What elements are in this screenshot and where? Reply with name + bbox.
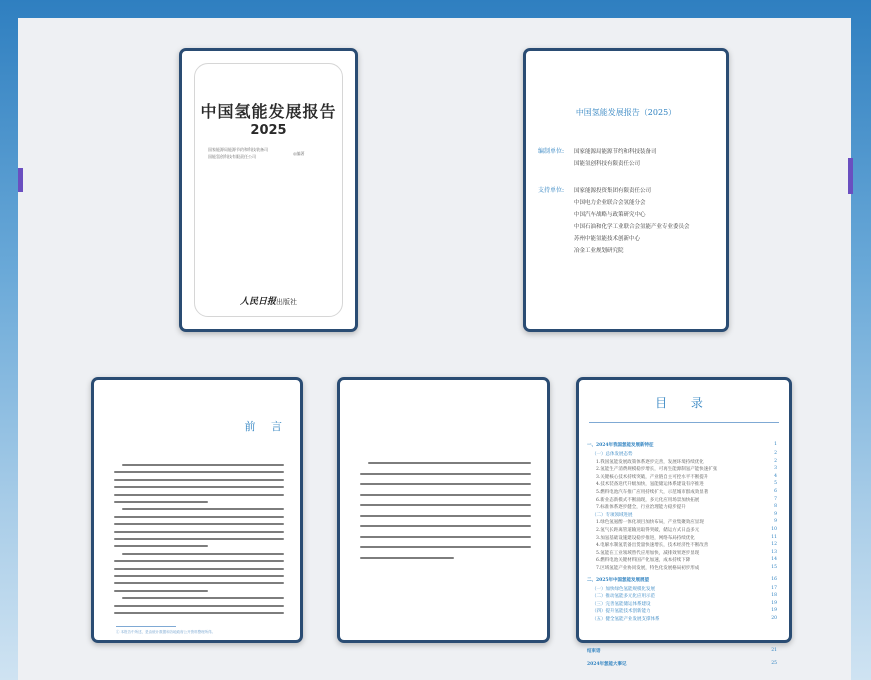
supporter-item: 中国石油和化学工业联合会氢能产业专业委员会 [574, 224, 690, 230]
toc-entry [579, 661, 789, 668]
toc-entry-title: 2.氢能生产消费规模稳步增长，可再生能源制氢产能快速扩张 [596, 467, 718, 473]
toc-entry-page: 20 [771, 616, 777, 621]
toc-entry-page: 12 [771, 542, 777, 548]
page-thumbnail-credits[interactable] [523, 48, 729, 332]
body-text-line [360, 515, 531, 517]
body-text-line [114, 501, 208, 503]
body-text-line [360, 504, 531, 506]
toc-entry [579, 474, 789, 481]
supporter-item: 国家能源投资集团有限责任公司 [574, 188, 652, 194]
page-thumbnail-preface[interactable] [91, 377, 303, 643]
toc-entry-title: （二）推动氢能多元化应用示范 [592, 594, 655, 600]
left-edge-tab[interactable] [18, 168, 23, 192]
toc-entry-page: 10 [771, 527, 777, 532]
toc-entry-page: 21 [771, 647, 777, 653]
toc-entry-page: 2 [774, 458, 777, 464]
footnote-rule [116, 626, 176, 627]
toc-entry-title: 一、2024年我国氢能发展新特征 [587, 443, 654, 448]
toc-entry-page: 19 [771, 600, 777, 606]
body-text-line [114, 531, 284, 533]
toc-entry [579, 527, 789, 534]
body-text-line [360, 483, 531, 485]
body-text-line [122, 464, 284, 466]
toc-entry [579, 557, 789, 564]
toc-entry-title: 1.绿色氢氨醇一体化项目加快布局，产业集聚效应显现 [596, 520, 704, 526]
page-thumbnail-body[interactable] [337, 377, 550, 643]
body-text-line [114, 560, 284, 562]
toc-entry-title: 2.氢气长距离管道输送取得突破，储运方式日益多元 [596, 528, 700, 533]
toc-entry-page: 4 [774, 473, 777, 479]
toc-entry-title: （二）专项领域进展 [592, 512, 633, 518]
toc-entry-page: 8 [774, 504, 777, 510]
publisher-logo [182, 294, 355, 307]
toc-entry-title: 二、2025年中国氢能发展展望 [587, 577, 650, 583]
toc-entry-page: 7 [774, 496, 777, 502]
toc-entry [579, 497, 789, 504]
toc-entry [579, 550, 789, 557]
body-text-line [114, 538, 284, 540]
toc-rule [589, 422, 779, 423]
toc-entry [579, 481, 789, 488]
toc-entry-page: 9 [774, 519, 777, 525]
toc-entry-title: 1.我国氢能发展政策体系逐步完善，发展环境持续优化 [596, 459, 704, 465]
toc-entry-title: （一）加快绿色氢能规模化发展 [592, 586, 655, 592]
toc-entry-title: （三）完善氢能储运体系建设 [592, 601, 651, 607]
toc-entry-title: 2024年氢能大事记 [587, 661, 627, 667]
body-text-line [114, 575, 284, 577]
toc-entry [579, 608, 789, 615]
toc-entry-page: 1 [774, 442, 777, 447]
toc-entry-title: 3.加氢基础设施建设稳步推进，网络布局持续优化 [596, 535, 695, 541]
compiler-label: 编制单位: [538, 148, 565, 155]
supporter-item: 中国电力企业联合会氢能分会 [574, 200, 646, 206]
toc-entry-page: 2 [774, 451, 777, 456]
page-thumbnail-cover[interactable] [179, 48, 358, 332]
publisher-mark: 人民日报 [239, 297, 276, 307]
toc-entry [579, 542, 789, 549]
toc-entry [579, 648, 789, 655]
body-text-line [122, 597, 284, 599]
supporter-item: 冶金工业规划研究院 [574, 248, 624, 254]
credits-title: 中国氢能发展报告（2025） [575, 108, 677, 117]
toc-entry [579, 489, 789, 496]
cover-editor-tag: ◎编著 [293, 151, 305, 156]
right-edge-tab[interactable] [848, 158, 853, 194]
body-text-line [114, 605, 284, 607]
toc-entry-title: 4.电解水制氢装备出货量快速增长，技术经济性不断改善 [596, 543, 709, 549]
toc-entry-page: 11 [771, 534, 777, 540]
toc-entry [579, 577, 789, 584]
toc-entry-page: 6 [774, 489, 777, 494]
toc-entry-page: 25 [771, 660, 777, 666]
body-text-line [368, 462, 531, 464]
toc-entry-title: （四）提升氢能技术创新能力 [592, 609, 651, 615]
supporter-item: 苏州中能氢能技术创新中心 [574, 236, 641, 242]
body-text-line [360, 557, 454, 559]
toc-entry [579, 466, 789, 473]
toc-entry-title: 结束语 [587, 648, 601, 654]
body-text-line [114, 582, 284, 584]
support-label: 支持单位: [538, 187, 565, 194]
toc-entry-title: （一）总体发展态势 [592, 452, 633, 457]
toc-heading: 目 录 [655, 396, 713, 410]
toc-entry-page: 17 [771, 585, 777, 591]
body-text-line [114, 479, 284, 481]
body-text-line [360, 525, 531, 527]
toc-entry [579, 519, 789, 526]
toc-entry-title: 7.区域氢能产业协同发展，特色化发展格局初步形成 [596, 566, 700, 571]
toc-entry-page: 15 [771, 565, 777, 570]
toc-entry [579, 504, 789, 511]
cover-org-line-1: 国家能源局能源节约和科技装备司 [208, 147, 268, 152]
compiler-item: 国家能源局能源节约和科技装备司 [574, 149, 657, 155]
toc-entry [579, 512, 789, 519]
body-text-line [114, 590, 208, 592]
body-text-line [360, 546, 531, 548]
toc-entry-title: 3.关键核心技术持续突破，产业链自主可控水平不断提升 [596, 474, 709, 480]
toc-entry-title: 6.新业态新模式不断涌现，多元化应用场景加快拓展 [596, 497, 700, 503]
body-text-line [114, 516, 284, 518]
toc-entry-page: 19 [771, 608, 777, 614]
toc-entry-title: 6.燃料电池关键材料国产化加速，成本持续下降 [596, 558, 691, 564]
toc-entry [579, 565, 789, 572]
toc-entry-page: 9 [774, 511, 777, 517]
toc-entry-title: 4.技术装备迭代升级加快，氢能储运体系建设有序推进 [596, 482, 704, 488]
compiler-item: 国能氢创科技有限责任公司 [574, 161, 641, 167]
toc-entry-title: 5.燃料电池汽车推广应用持续扩大，示范城市群成效显著 [596, 490, 709, 495]
toc-entry [579, 593, 789, 600]
cover-org-line-2: 国能氢创科技有限责任公司 [208, 154, 256, 159]
toc-entry [579, 459, 789, 466]
toc-entry [579, 442, 789, 449]
toc-entry [579, 451, 789, 458]
preface-footnote: ① 本报告中所述，是由统计数据和各地政府公开资料整理所得。 [116, 630, 216, 634]
toc-entry [579, 601, 789, 608]
publisher-suffix: 出版社 [276, 298, 297, 306]
body-text-line [114, 612, 284, 614]
body-text-line [114, 545, 208, 547]
body-text-line [360, 494, 531, 496]
toc-entry-page: 14 [771, 557, 777, 563]
supporter-item: 中国汽车战略与政策研究中心 [574, 212, 646, 218]
page-thumbnail-toc[interactable] [576, 377, 792, 667]
toc-entry-page: 18 [771, 593, 777, 599]
toc-entry-page: 5 [774, 481, 777, 487]
body-text-line [114, 471, 284, 473]
body-text-line [122, 553, 284, 555]
toc-entry-title: （五）健全氢能产业发展支撑体系 [592, 617, 660, 622]
toc-entry [579, 616, 789, 623]
preface-heading: 前 言 [244, 420, 288, 433]
body-text-line [360, 536, 531, 538]
toc-entry [579, 535, 789, 542]
toc-entry-page: 3 [774, 466, 777, 472]
toc-entry [579, 586, 789, 593]
toc-entry-title: 5.氢能在工业领域替代应用加快，减排效果逐步显现 [596, 550, 700, 556]
toc-entry-page: 16 [771, 576, 777, 582]
body-text-line [122, 508, 284, 510]
cover-title: 中国氢能发展报告 [200, 102, 337, 121]
toc-entry-page: 13 [771, 549, 777, 555]
cover-year: 2025 [250, 123, 287, 138]
toc-entry-title: 7.标准体系逐步健全，行业治理能力稳步提升 [596, 505, 686, 511]
body-text-line [114, 523, 284, 525]
body-text-line [360, 473, 531, 475]
body-text-line [114, 494, 284, 496]
body-text-line [114, 568, 284, 570]
body-text-line [114, 486, 284, 488]
